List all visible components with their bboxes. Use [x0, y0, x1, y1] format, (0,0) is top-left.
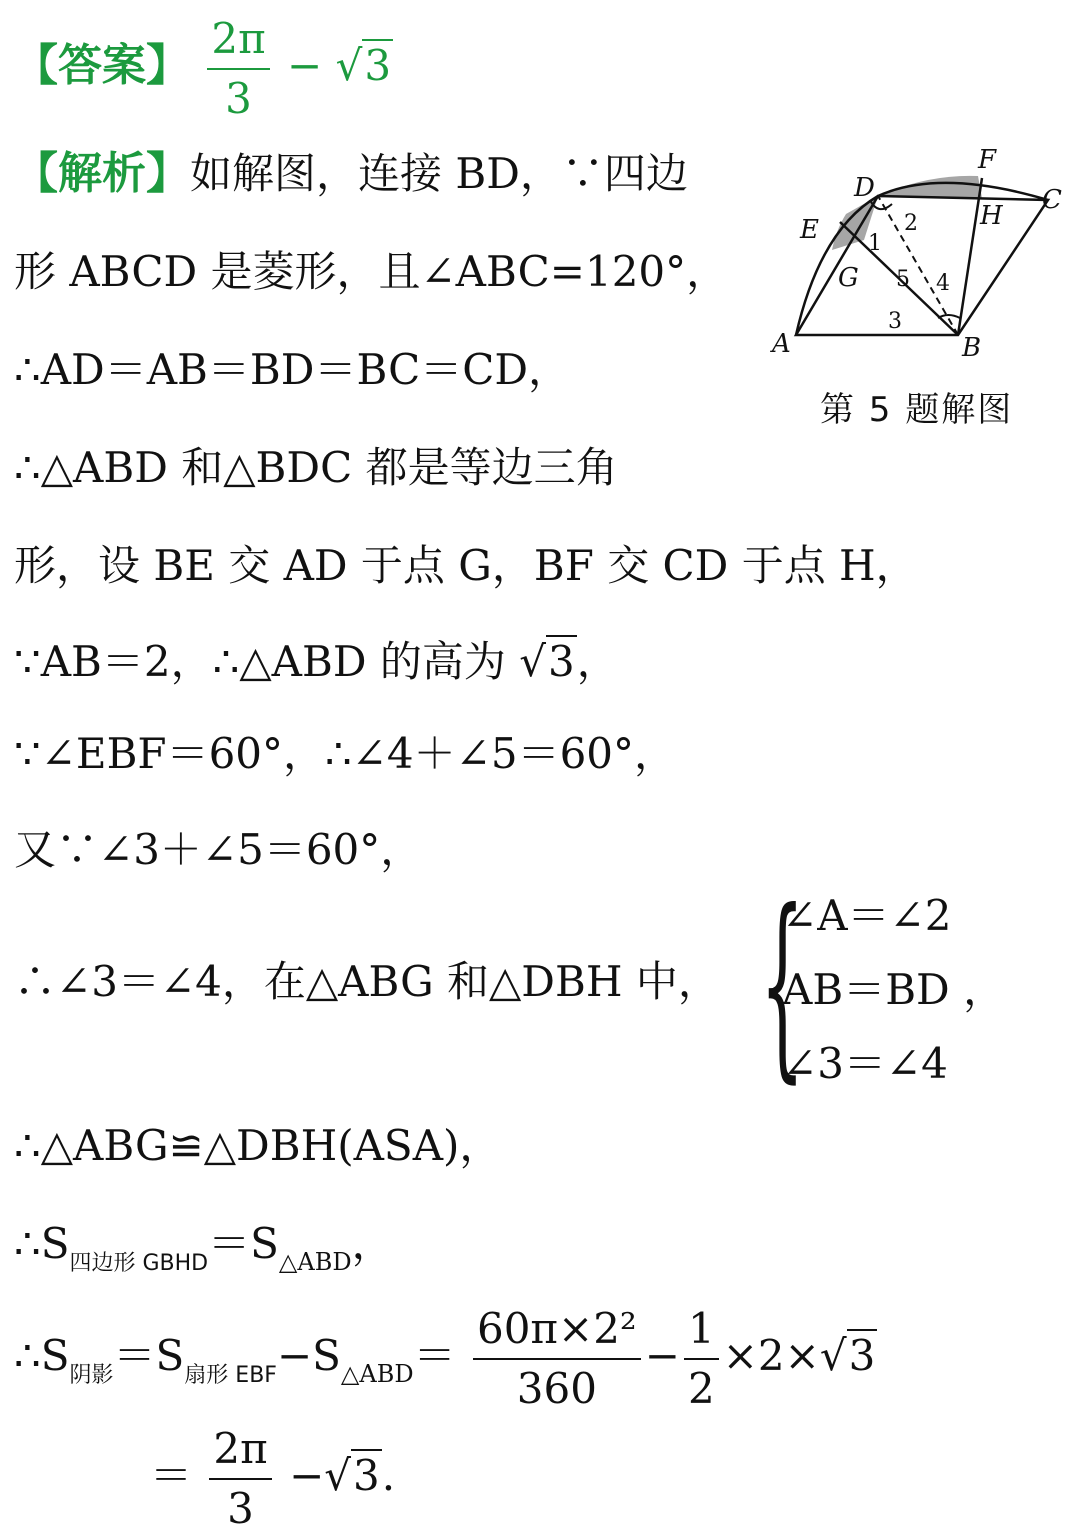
answer-tag: 【答案】 — [14, 40, 190, 91]
answer-line: 【答案】 $\frac{2\pi}{3}$ − √3 — [14, 10, 393, 128]
label-D: D — [854, 173, 875, 203]
figure-caption: 第 5 题解图 — [820, 390, 1014, 430]
height-sqrt: √3 — [519, 637, 575, 686]
analysis-line-9: ∴∠3＝∠4，在△ABG 和△DBH 中， — [14, 957, 720, 1006]
analysis-line-1: 【解析】如解图，连接 BD，∵四边 — [14, 148, 688, 199]
rhombus — [796, 196, 1048, 335]
left-brace: { — [760, 868, 805, 1101]
label-A: A — [772, 329, 791, 359]
half-fraction: $\frac{1}{2}$ — [684, 1300, 719, 1418]
analysis-line-5: 形，设 BE 交 AD 于点 G，BF 交 CD 于点 H， — [14, 541, 918, 590]
answer-sqrt: √3 — [335, 41, 392, 90]
equation-system — [760, 868, 1020, 1101]
shaded-region-top — [878, 176, 982, 198]
label-5: 5 — [896, 267, 910, 292]
label-C: C — [1042, 185, 1062, 215]
analysis-line-2: 形 ABCD 是菱形，且∠ABC=120°， — [14, 247, 729, 296]
analysis-line-7: ∵∠EBF＝60°，∴∠4＋∠5＝60°， — [14, 729, 677, 778]
analysis-line-8: 又∵∠3＋∠5＝60°， — [14, 825, 423, 874]
segment-BF — [958, 178, 982, 335]
label-B: B — [962, 333, 982, 363]
sector-area-fraction: $\frac{\text{60π×2²}}{360}$ — [473, 1300, 641, 1418]
analysis-line-3: ∴AD＝AB＝BD＝BC＝CD， — [14, 345, 571, 394]
label-1: 1 — [868, 231, 882, 256]
system-row-3: ∠3＝∠4 — [782, 1039, 948, 1088]
geometry-figure — [760, 140, 1070, 365]
label-H: H — [980, 201, 1003, 231]
analysis-line-6: ∵AB＝2，∴△ABD 的高为 √3， — [14, 637, 619, 686]
label-3: 3 — [888, 309, 902, 334]
analysis-tag: 【解析】 — [14, 148, 190, 199]
analysis-line-10: ∴△ABG≌△DBH(ASA)， — [14, 1121, 502, 1170]
analysis-line-11: $\therefore S_{四边形 GBHD}=S_{\triangle ABD}$， — [14, 1219, 394, 1276]
label-E: E — [800, 215, 819, 245]
result-fraction: $\frac{2\pi}{3}$ — [209, 1420, 271, 1538]
label-2: 2 — [904, 211, 918, 236]
analysis-line-4: ∴△ABD 和△BDC 都是等边三角 — [14, 443, 618, 492]
label-F: F — [978, 145, 997, 175]
label-4: 4 — [936, 271, 950, 296]
system-row-1: ∠A＝∠2 — [782, 891, 952, 940]
analysis-line-12: $\therefore S_{阴影}=S_{扇形 EBF}-S_{\triangle ABD}=$ $\frac{\text{60π×2²}}{360}$ − $\frac{1}{2}$ ×2×√3 — [14, 1300, 877, 1418]
analysis-line-13: ＝ $\frac{2\pi}{3}$ −√3. — [150, 1420, 395, 1538]
answer-fraction: $\frac{2\pi}{3}$ — [207, 10, 269, 128]
label-G: G — [838, 263, 859, 293]
system-row-2: AB＝BD ， — [782, 965, 1006, 1014]
arc-AC — [796, 183, 1048, 335]
